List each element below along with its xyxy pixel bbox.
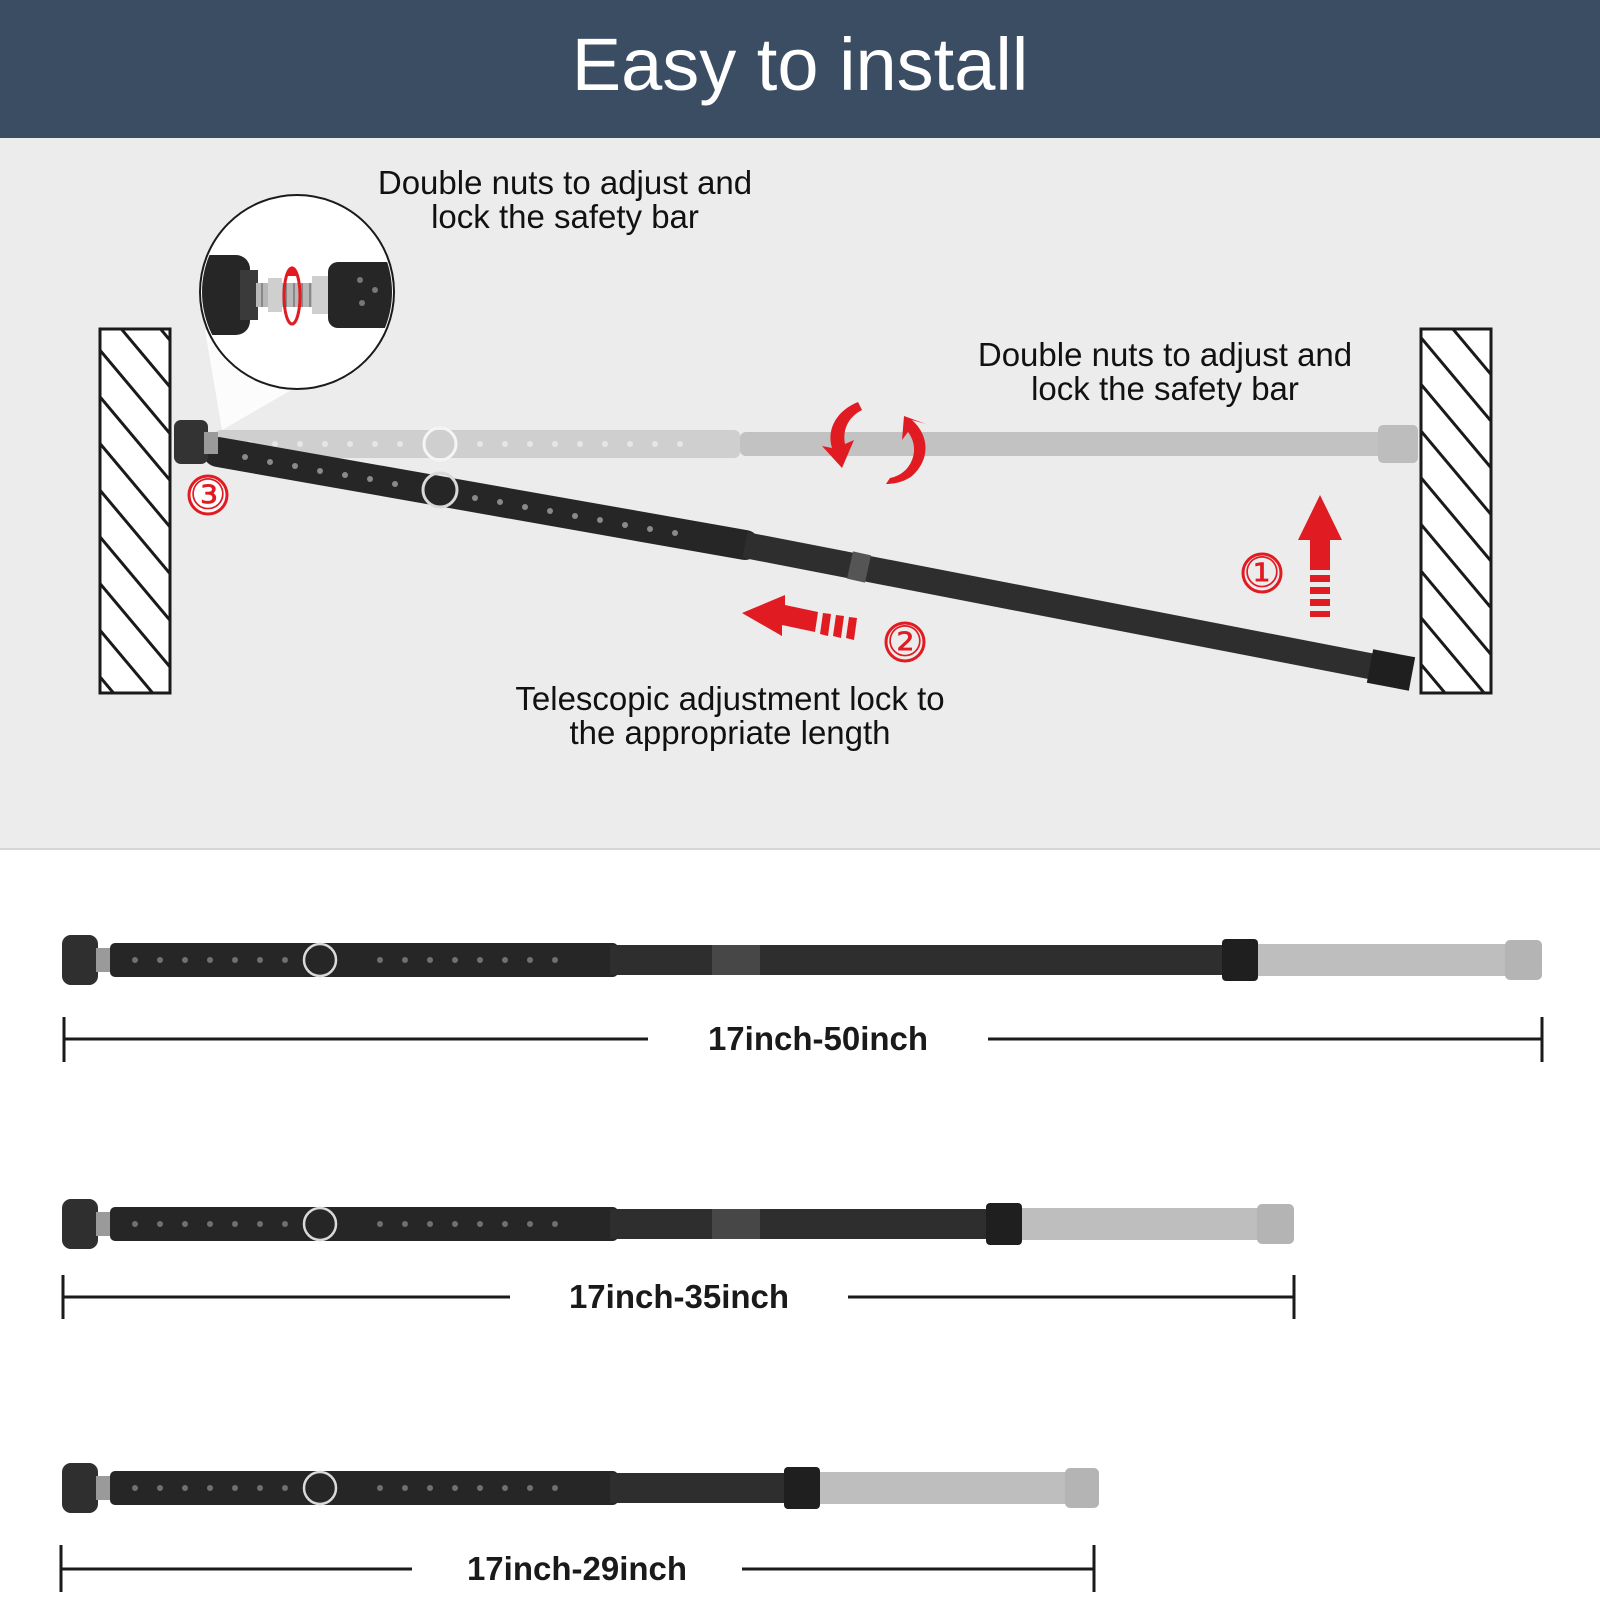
caption-line: the appropriate length — [569, 714, 891, 751]
right-wall — [1421, 329, 1491, 693]
left-wall — [100, 329, 170, 693]
caption-line: Telescopic adjustment lock to — [515, 680, 945, 717]
caption-nut-rotate — [930, 338, 1400, 406]
caption-line: lock the safety bar — [1031, 370, 1299, 407]
length-label-17-50: 17inch-50inch — [707, 1020, 929, 1057]
ghost-bar-final-position — [215, 425, 1418, 463]
length-label-17-29: 17inch-29inch — [466, 1550, 688, 1587]
bar-option-17-29 — [62, 1463, 1099, 1513]
step-3-label: ③ — [189, 470, 227, 519]
caption-line: Double nuts to adjust and — [977, 336, 1353, 373]
step-2-label: ② — [886, 617, 924, 666]
page-title: Easy to install — [571, 23, 1029, 106]
caption-telescopic — [470, 682, 990, 750]
step-1-label: ① — [1243, 548, 1281, 597]
step-2-arrow-left-icon — [742, 595, 857, 640]
bar-option-17-50 — [62, 935, 1542, 985]
safety-bar-diagonal — [174, 420, 1412, 674]
caption-line: Double nuts to adjust and — [377, 164, 753, 201]
step-1-arrow-up-icon — [1298, 495, 1342, 617]
caption-line: lock the safety bar — [431, 198, 699, 235]
bar-option-17-35 — [62, 1199, 1294, 1249]
length-label-17-35: 17inch-35inch — [568, 1278, 790, 1315]
caption-nut-zoom — [330, 166, 800, 234]
